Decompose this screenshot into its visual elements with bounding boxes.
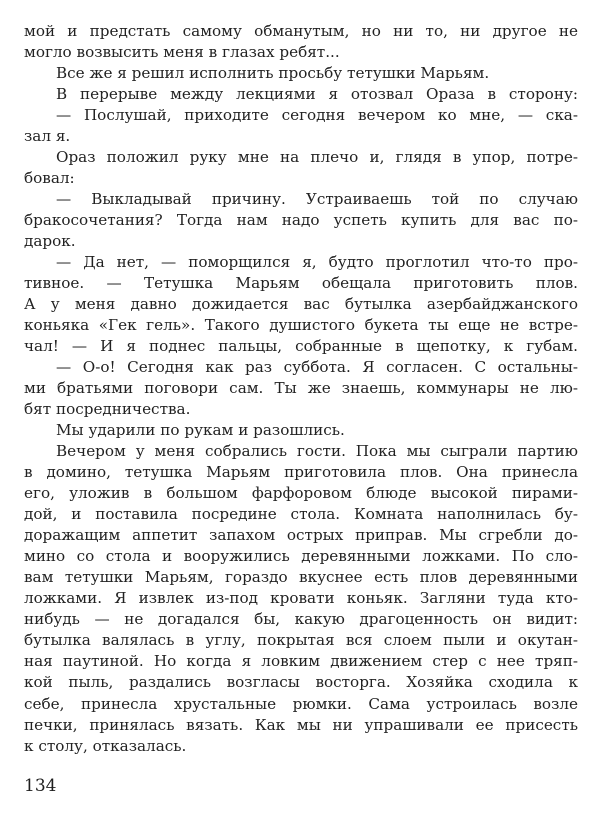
text-line: его, уложив в большом фарфоровом блюде высокой пирами- <box>24 484 578 503</box>
text-line: себе, принесла хрустальные рюмки. Сама устроилась возле <box>24 694 578 713</box>
paragraph-first-line: Все же я решил исполнить просьбу тетушки Марьям. <box>56 64 490 83</box>
book-page-text <box>24 21 578 757</box>
paragraph-first-line: — Выкладывай причину. Устраиваешь той по случаю <box>56 190 578 209</box>
text-line: дарок. <box>24 232 76 251</box>
text-line: могло возвысить меня в глазах ребят... <box>24 43 340 62</box>
paragraph-first-line: Ораз положил руку мне на плечо и, глядя в упор, потре- <box>56 148 578 167</box>
text-line: дой, и поставила посредине стола. Комната наполнилась бу- <box>24 505 578 524</box>
text-line: ложками. Я извлек из-под кровати коньяк. Загляни туда кто- <box>24 589 578 608</box>
page-number: 134 <box>24 776 57 796</box>
text-line: бовал: <box>24 169 75 188</box>
text-line: нибудь — не догадался бы, какую драгоценность он видит: <box>24 610 578 629</box>
paragraph-first-line: В перерыве между лекциями я отозвал Ораза в сторону: <box>56 85 578 104</box>
paragraph-first-line: — Послушай, приходите сегодня вечером ко мне, — ска- <box>56 106 578 125</box>
text-line: к столу, отказалась. <box>24 736 187 755</box>
text-line: мино со стола и вооружились деревянными ложками. По сло- <box>24 547 578 566</box>
paragraph-first-line: — О-о! Сегодня как раз суббота. Я согласен. С остальны- <box>56 358 578 377</box>
paragraph-first-line: — Да нет, — поморщился я, будто проглотил что-то про- <box>56 253 578 272</box>
text-line: вам тетушки Марьям, гораздо вкуснее есть плов деревянными <box>24 568 578 587</box>
text-line: ная паутиной. Но когда я ловким движением стер с нее тряп- <box>24 652 578 671</box>
text-line: печки, принялась вязать. Как мы ни упрашивали ее присесть <box>24 715 578 734</box>
text-line: тивное. — Тетушка Марьям обещала приготовить плов. <box>24 274 578 293</box>
text-line: зал я. <box>24 127 71 146</box>
text-line: чал! — И я поднес пальцы, собранные в щепотку, к губам. <box>24 337 578 356</box>
text-line: кой пыль, раздались возгласы восторга. Хозяйка сходила к <box>24 673 578 692</box>
text-line: ми братьями поговори сам. Ты же знаешь, коммунары не лю- <box>24 379 578 398</box>
text-line: коньяка «Гек гель». Такого душистого букета ты еще не встре- <box>24 316 578 335</box>
text-line: бутылка валялась в углу, покрытая вся слоем пыли и окутан- <box>24 631 578 650</box>
text-line: А у меня давно дожидается вас бутылка азербайджанского <box>24 295 578 314</box>
text-line: бят посредничества. <box>24 400 191 419</box>
text-line: бракосочетания? Тогда нам надо успеть купить для вас по- <box>24 211 578 230</box>
text-line: в домино, тетушка Марьям приготовила плов. Она принесла <box>24 463 578 482</box>
paragraph-first-line: Вечером у меня собрались гости. Пока мы сыграли партию <box>56 442 578 461</box>
text-line: доражащим аппетит запахом острых приправ. Мы сгребли до- <box>24 526 578 545</box>
text-line: мой и предстать самому обманутым, но ни то, ни другое не <box>24 22 578 40</box>
paragraph-first-line: Мы ударили по рукам и разошлись. <box>56 421 345 440</box>
